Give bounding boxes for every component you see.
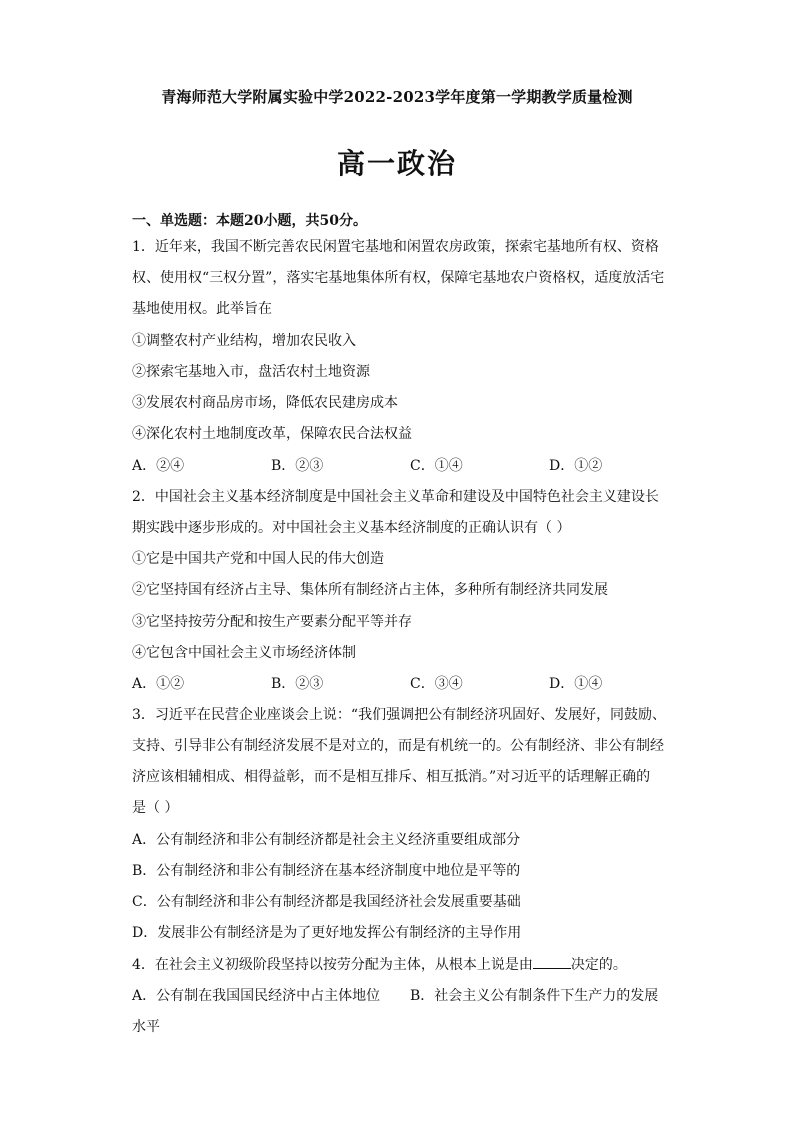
q1-option-c: C．①④	[410, 458, 463, 474]
q2-option-d: D．①④	[549, 676, 603, 692]
q4-option-a: A．公有制在我国国民经济中占主体地位	[132, 988, 381, 1004]
q3-stem-line: 支持、引导非公有制经济发展不是对立的，而是有机统一的。公有制经济、非公有制经	[132, 738, 664, 754]
q3-stem-line: 3．习近平在民营企业座谈会上说：“我们强调把公有制经济巩固好、发展好，同鼓励、	[132, 707, 667, 723]
q1-stem-line: 权、使用权“三权分置”，落实宅基地集体所有权，保障宅基地农户资格权，适度放活宅	[132, 270, 665, 286]
q4-stem-before: 4．在社会主义初级阶段坚持以按劳分配为主体，从根本上说是由	[132, 957, 533, 973]
q1-item: ②探索宅基地入市，盘活农村土地资源	[132, 364, 370, 380]
q1-item: ④深化农村土地制度改革，保障农民合法权益	[132, 426, 412, 442]
q4-stem	[132, 954, 672, 974]
q2-item: ④它包含中国社会主义市场经济体制	[132, 645, 356, 661]
q2-option-a: A．①②	[132, 676, 185, 692]
section-heading: 一、单选题：本题20小题，共50分。	[132, 213, 367, 229]
q1-stem-line: 基地使用权。此举旨在	[132, 301, 272, 317]
q3-stem-line: 是（ ）	[132, 800, 179, 816]
q1-option-b: B．②③	[271, 458, 324, 474]
q1-option-a: A．②④	[132, 458, 185, 474]
q4-option-b: B．社会主义公有制条件下生产力的发展	[410, 988, 659, 1004]
q1-option-d: D．①②	[549, 458, 603, 474]
q1-stem-line: 1．近年来，我国不断完善农民闲置宅基地和闲置农房政策，探索宅基地所有权、资格	[132, 239, 659, 255]
q3-option-a: A．公有制经济和非公有制经济都是社会主义经济重要组成部分	[132, 832, 521, 848]
q2-stem-line: 2．中国社会主义基本经济制度是中国社会主义革命和建设及中国特色社会主义建设长	[132, 489, 659, 505]
q3-stem-line: 济应该相辅相成、相得益彰，而不是相互排斥、相互抵消。”对习近平的话理解正确的	[132, 769, 651, 785]
q1-item: ③发展农村商品房市场，降低农民建房成本	[132, 395, 398, 411]
q4-option-b-continued: 水平	[132, 1019, 160, 1035]
q2-item: ①它是中国共产党和中国人民的伟大创造	[132, 551, 384, 567]
q1-item: ①调整农村产业结构，增加农民收入	[132, 333, 356, 349]
q3-option-b: B．公有制经济和非公有制经济在基本经济制度中地位是平等的	[132, 863, 521, 879]
exam-title: 青海师范大学附属实验中学2022-2023学年度第一学期教学质量检测	[161, 88, 633, 106]
q3-option-c: C．公有制经济和非公有制经济都是我国经济社会发展重要基础	[132, 894, 521, 910]
q3-option-d: D．发展非公有制经济是为了更好地发挥公有制经济的主导作用	[132, 925, 522, 941]
q2-item: ②它坚持国有经济占主导、集体所有制经济占主体，多种所有制经济共同发展	[132, 582, 608, 598]
q2-option-c: C．③④	[410, 676, 463, 692]
q2-item: ③它坚持按劳分配和按生产要素分配平等并存	[132, 614, 412, 630]
q2-option-b: B．②③	[271, 676, 324, 692]
answer-blank	[533, 956, 571, 969]
q4-stem-after: 决定的。	[570, 957, 627, 973]
subject-title: 高一政治	[336, 147, 457, 180]
q2-stem-line: 期实践中逐步形成的。对中国社会主义基本经济制度的正确认识有（ ）	[132, 520, 571, 536]
